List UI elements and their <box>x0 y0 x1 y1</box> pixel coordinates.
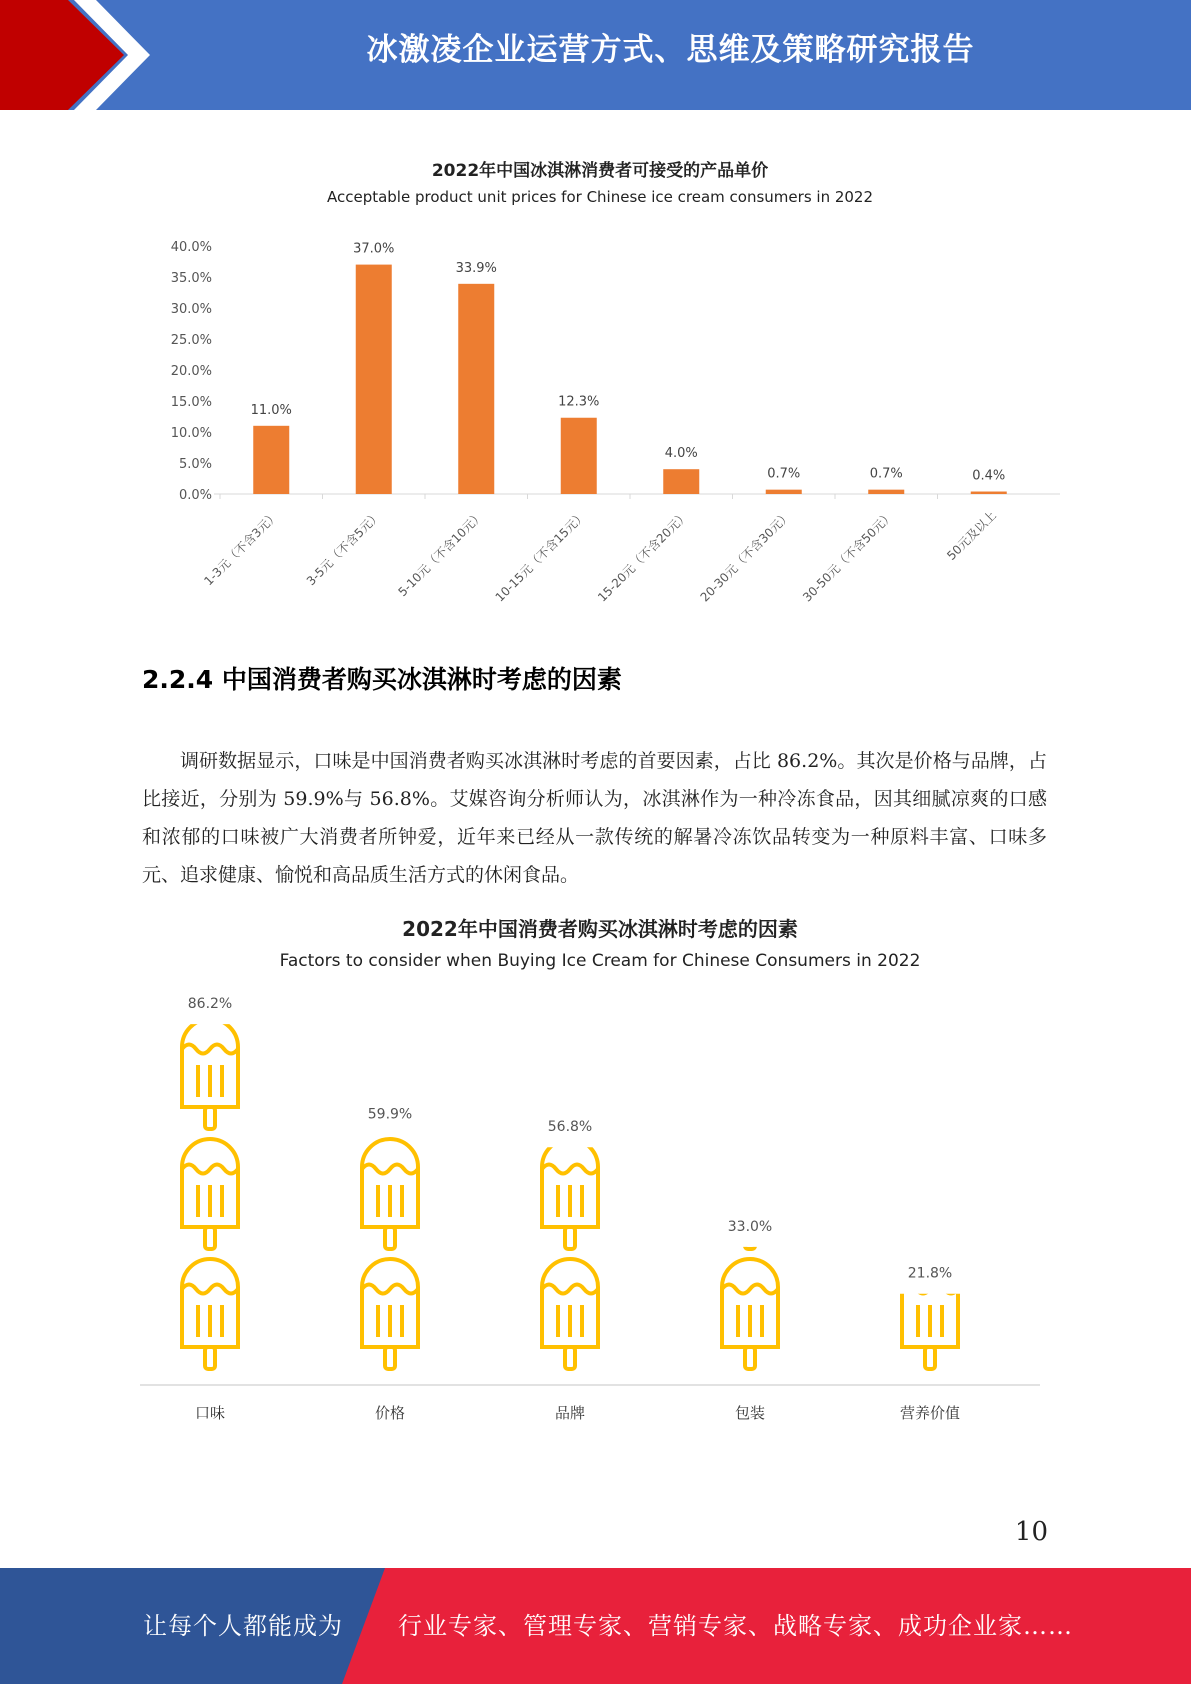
popsicle-drip-line <box>362 1165 418 1174</box>
price-chart-y-tick: 25.0% <box>170 333 212 348</box>
price-bar <box>458 284 494 494</box>
price-chart-x-tick: 50元及以上 <box>944 508 999 563</box>
price-bar-label: 0.7% <box>767 466 801 482</box>
price-chart-subtitle: Acceptable product unit prices for Chinese ice cream consumers in 2022 <box>326 188 874 206</box>
popsicle-stick <box>925 1347 935 1369</box>
popsicle-body-outline <box>722 1139 778 1227</box>
popsicle-stick <box>565 1227 575 1249</box>
popsicle-stick <box>385 1347 395 1369</box>
price-chart-plot <box>140 150 1060 630</box>
popsicle-stick <box>925 987 935 1009</box>
report-title: 冰激凌企业运营方式、思维及策略研究报告 <box>366 32 975 68</box>
popsicle-drip-line <box>182 925 238 934</box>
price-chart-y-tick: 5.0% <box>178 457 212 472</box>
popsicle-drip-line <box>362 1285 418 1294</box>
popsicle-drip-line <box>542 1165 598 1174</box>
section-heading: 2.2.4 中国消费者购买冰淇淋时考虑的因素 <box>142 665 622 694</box>
price-chart-y-tick: 30.0% <box>170 302 212 317</box>
popsicle-stick <box>385 987 395 1009</box>
popsicle-drip-line <box>722 1165 778 1174</box>
price-chart-y-tick: 15.0% <box>170 395 212 410</box>
price-bar <box>766 490 802 494</box>
popsicle-body-outline <box>722 1019 778 1107</box>
factor-category-label: 口味 <box>194 1404 226 1422</box>
popsicle-drip-line <box>542 925 598 934</box>
factor-category-label: 品牌 <box>554 1404 586 1422</box>
price-bar <box>663 469 699 494</box>
popsicle-stick <box>565 1347 575 1369</box>
popsicle-drip-line <box>902 1045 958 1054</box>
popsicle-body-outline <box>182 905 238 987</box>
price-bar-label: 0.4% <box>972 468 1006 484</box>
popsicle-body-outline <box>542 1019 598 1107</box>
price-chart-y-tick: 35.0% <box>170 271 212 286</box>
popsicle-body-outline <box>362 1019 418 1107</box>
popsicle-stick <box>565 987 575 1009</box>
price-bar-label: 12.3% <box>558 394 600 410</box>
factor-category-label: 价格 <box>374 1404 406 1422</box>
price-bar <box>561 418 597 494</box>
popsicle-stick <box>205 1107 215 1129</box>
popsicle-drip-line <box>722 1285 778 1294</box>
popsicle-stick <box>205 1227 215 1249</box>
section-paragraph: 调研数据显示，口味是中国消费者购买冰淇淋时考虑的首要因素，占比 86.2%。其次是价格与品牌，占比接近，分别为 59.9%与 56.8%。艾媒咨询分析师认为，冰淇淋作为一种冷冻食品，因其细腻凉爽的口感和浓郁的口味被广大消费者所钟爱，近年来已经从一款传统的解暑冷冻饮品转变为一种原料丰富、口味多元、追求健康、愉悦和高品质生活方式的休闲食品。 <box>142 750 1047 886</box>
price-chart-x-tick: 1-3元（不含3元） <box>201 508 282 589</box>
price-chart-x-tick: 20-30元（不含30元） <box>697 508 794 605</box>
popsicle-drip-line <box>722 1045 778 1054</box>
popsicle-body-outline <box>902 1139 958 1227</box>
popsicle-stick <box>745 1107 755 1129</box>
price-chart-x-tick: 5-10元（不含10元） <box>395 508 487 600</box>
page-number: 10 <box>1014 1517 1048 1547</box>
price-chart-x-tick: 10-15元（不含15元） <box>492 508 589 605</box>
popsicle-body-outline <box>902 905 958 987</box>
factor-popsicle-stack <box>902 905 958 1369</box>
price-bar <box>356 265 392 494</box>
price-chart-title: 2022年中国冰淇淋消费者可接受的产品单价 <box>431 161 769 181</box>
factor-category-label: 包装 <box>734 1404 766 1422</box>
price-chart-x-tick: 3-5元（不含5元） <box>303 508 384 589</box>
popsicle-stick <box>745 987 755 1009</box>
price-chart <box>140 150 1060 630</box>
factor-value-label: 33.0% <box>727 1218 773 1235</box>
factor-popsicle-stack <box>722 905 778 1369</box>
popsicle-stick <box>205 1347 215 1369</box>
price-bar-label: 33.9% <box>455 260 497 276</box>
factors-chart-subtitle: Factors to consider when Buying Ice Cream for Chinese Consumers in 2022 <box>279 951 921 971</box>
price-chart-y-tick: 20.0% <box>170 364 212 379</box>
factors-chart-plot <box>140 905 1060 1435</box>
factor-value-label: 59.9% <box>367 1106 413 1123</box>
popsicle-drip-line <box>182 1045 238 1054</box>
factor-popsicle-stack <box>542 905 598 1369</box>
popsicle-body-outline <box>362 905 418 987</box>
popsicle-body-outline <box>902 1019 958 1107</box>
price-bar-label: 11.0% <box>250 402 292 418</box>
factor-value-label: 21.8% <box>907 1265 953 1282</box>
factor-category-label: 营养价值 <box>899 1404 961 1422</box>
footer-slogan-right: 行业专家、管理专家、营销专家、战略专家、成功企业家…… <box>398 1612 1073 1640</box>
factor-popsicle-stack <box>362 905 418 1369</box>
popsicle-drip-line <box>542 1045 598 1054</box>
factors-chart <box>140 905 1060 1435</box>
popsicle-body-outline <box>722 905 778 987</box>
popsicle-drip-line <box>182 1165 238 1174</box>
price-chart-x-tick: 15-20元（不含20元） <box>595 508 692 605</box>
price-chart-y-tick: 0.0% <box>178 488 212 503</box>
popsicle-stick <box>925 1227 935 1249</box>
popsicle-drip-line <box>902 925 958 934</box>
page-footer <box>0 1568 1191 1684</box>
price-chart-x-tick: 30-50元（不含50元） <box>800 508 897 605</box>
factor-value-label: 56.8% <box>547 1119 593 1136</box>
popsicle-drip-line <box>362 925 418 934</box>
factor-value-label: 86.2% <box>187 996 233 1013</box>
popsicle-stick <box>745 1347 755 1369</box>
popsicle-drip-line <box>182 1285 238 1294</box>
popsicle-drip-line <box>902 1165 958 1174</box>
popsicle-drip-line <box>722 925 778 934</box>
footer-slogan-left: 让每个人都能成为 <box>143 1612 343 1640</box>
popsicle-body-outline <box>542 905 598 987</box>
price-bar <box>253 426 289 494</box>
header-chevron-decoration <box>0 0 160 110</box>
price-bar-label: 4.0% <box>664 446 698 462</box>
price-chart-y-tick: 40.0% <box>170 240 212 255</box>
price-bar <box>971 492 1007 494</box>
price-bar-label: 37.0% <box>353 241 395 257</box>
popsicle-stick <box>925 1107 935 1129</box>
popsicle-drip-line <box>902 1285 958 1294</box>
page-header <box>0 0 1191 110</box>
price-bar <box>868 490 904 494</box>
popsicle-drip-line <box>362 1045 418 1054</box>
popsicle-drip-line <box>542 1285 598 1294</box>
price-chart-y-tick: 10.0% <box>170 426 212 441</box>
factors-chart-title: 2022年中国消费者购买冰淇淋时考虑的因素 <box>402 917 798 941</box>
popsicle-stick <box>385 1227 395 1249</box>
factor-popsicle-stack <box>182 905 238 1369</box>
price-bar-label: 0.7% <box>869 466 903 482</box>
